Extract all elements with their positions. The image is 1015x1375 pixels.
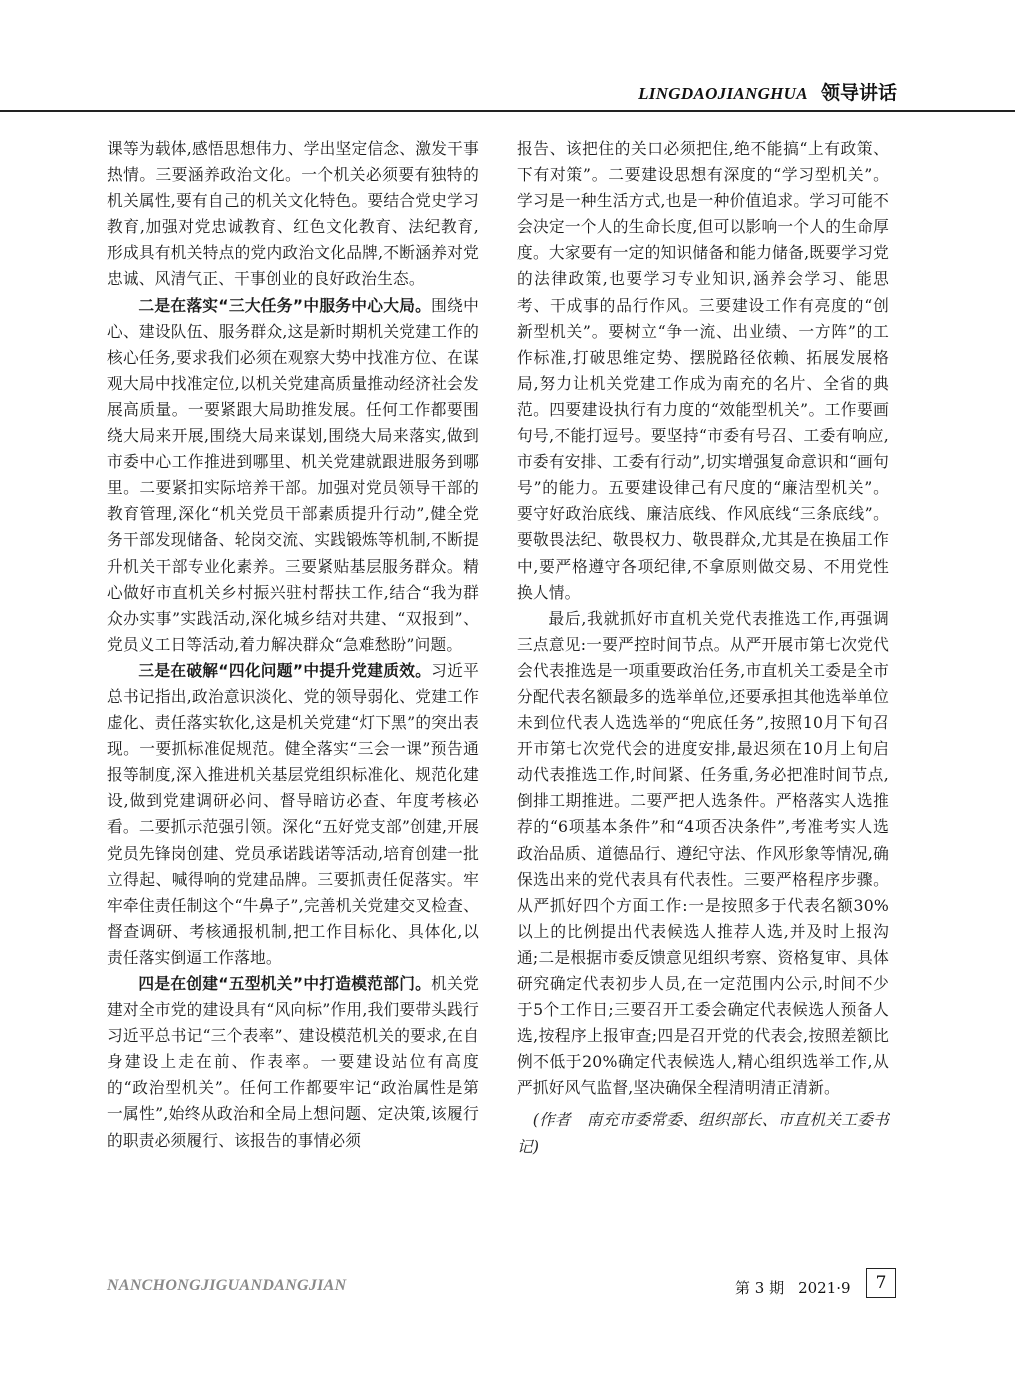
issue-date: 2021·9 — [798, 1279, 851, 1297]
header-section-title: 领导讲话 — [820, 82, 897, 104]
section-heading: 二是在落实“三大任务”中服务中心大局。 — [138, 295, 432, 315]
paragraph: 四是在创建“五型机关”中打造模范部门。机关党建对全市党的建设具有“风向标”作用,我们要带头践行习近平总书记“三个表率”、建设模范机关的要求,在自身建设上走在前、作表率。一要建设站位有高度的“政治型机关”。任何工作都要牢记“政治属性是第一属性”,始终从政治和全局上想问题、定决策,该履行的职责必须履行、该报告的事情必须 — [107, 974, 479, 1150]
author-note: (作者 南充市委常委、组织部长、市直机关工委书记) — [517, 1110, 889, 1156]
issue-number: 第 3 期 — [735, 1279, 785, 1297]
paragraph: 最后,我就抓好市直机关党代表推选工作,再强调三点意见:一要严控时间节点。从严开展市第七次党代会代表推选是一项重要政治任务,市直机关工委是全市分配代表名额最多的选举单位,还要承担其他选举单位未到位代表人选选举的“兜底任务”,按照10月下旬召开市第七次党代会的进度安排,最迟须在10月上旬启动代表推选工作,时间紧、任务重,务必把准时间节点,倒排工期推进。二要严把人选条件。严格落实人选推荐的“6项基本条件”和“4项否决条件”,考准考实人选政治品质、道德品行、遵纪守法、作风形象等情况,确保选出来的党代表具有代表性。三要严格程序步骤。从严抓好四个方面工作:一是按照多于代表名额30%以上的比例提出代表候选人推荐人选,并及时上报沟通;二是根据市委反馈意见组织考察、资格复审、具体研究确定代表初步人员,在一定范围内公示,时间不少于5个工作日;三要召开工委会确定代表候选人预备人选,按程序上报审查;四是召开党的代表会,按照差额比例不低于20%确定代表候选人,精心组织选举工作,从严抓好风气监督,坚决确保全程清明清正清新。 — [517, 608, 889, 1098]
page-number: 7 — [866, 1268, 896, 1298]
left-column — [107, 136, 479, 1154]
footer-journal-name: NANCHONGJIGUANDANGJIAN — [107, 1277, 347, 1294]
section-heading: 三是在破解“四化问题”中提升党建质效。 — [138, 660, 432, 680]
header-rule — [0, 110, 1015, 112]
paragraph: 三是在破解“四化问题”中提升党建质效。习近平总书记指出,政治意识淡化、党的领导弱化、党建工作虚化、责任落实软化,这是机关党建“灯下黑”的突出表现。一要抓标准促规范。健全落实“三会一课”预告通报等制度,深入推进机关基层党组织标准化、规范化建设,做到党建调研必问、督导暗访必查、年度考核必看。二要抓示范强引领。深化“五好党支部”创建,开展党员先锋岗创建、党员承诺践诺等活动,培育创建一批立得起、喊得响的党建品牌。三要抓责任促落实。牢牢牵住责任制这个“牛鼻子”,完善机关党建交叉检查、督查调研、考核通报机制,把工作目标化、具体化,以责任落实倒逼工作落地。 — [107, 660, 479, 967]
running-header — [500, 78, 897, 105]
paragraph: 课等为载体,感悟思想伟力、学出坚定信念、激发干事热情。三要涵养政治文化。一个机关必须要有独特的机关属性,要有自己的机关文化特色。要结合党史学习教育,加强对党忠诚教育、红色文化教育、法纪教育,形成具有机关特点的党内政治文化品牌,不断涵养对党忠诚、风清气正、干事创业的良好政治生态。 — [107, 139, 479, 289]
paragraph: 二是在落实“三大任务”中服务中心大局。围绕中心、建设队伍、服务群众,这是新时期机关党建工作的核心任务,要求我们必须在观察大势中找准方位、在谋观大局中找准定位,以机关党建高质量推动经济社会发展高质量。一要紧跟大局助推发展。任何工作都要围绕大局来开展,围绕大局来谋划,围绕大局来落实,做到市委中心工作推进到哪里、机关党建就跟进服务到哪里。二要紧扣实际培养干部。加强对党员领导干部的教育管理,深化“机关党员干部素质提升行动”,健全党务干部发现储备、轮岗交流、实践锻炼等机制,不断提升机关干部专业化素养。三要紧贴基层服务群众。精心做好市直机关乡村振兴驻村帮扶工作,结合“我为群众办实事”实践活动,深化城乡结对共建、“双报到”、党员义工日等活动,着力解决群众“急难愁盼”问题。 — [107, 295, 479, 654]
right-column — [517, 136, 889, 1160]
footer-issue — [735, 1277, 851, 1298]
paragraph: 报告、该把住的关口必须把住,绝不能搞“上有政策、下有对策”。二要建设思想有深度的“学习型机关”。学习是一种生活方式,也是一种价值追求。学习可能不会决定一个人的生命长度,但可以影响一个人的生命厚度。大家要有一定的知识储备和能力储备,既要学习党的法律政策,也要学习专业知识,涵养会学习、能思考、干成事的品行作风。三要建设工作有亮度的“创新型机关”。要树立“争一流、出业绩、一方阵”的工作标准,打破思维定势、摆脱路径依赖、拓展发展格局,努力让机关党建工作成为南充的名片、全省的典范。四要建设执行有力度的“效能型机关”。工作要画句号,不能打逗号。要坚持“市委有号召、工委有响应,市委有安排、工委有行动”,切实增强复命意识和“画句号”的能力。五要建设律己有尺度的“廉洁型机关”。要守好政治底线、廉洁底线、作风底线“三条底线”。要敬畏法纪、敬畏权力、敬畏群众,尤其是在换届工作中,要严格遵守各项纪律,不拿原则做交易、不用党性换人情。 — [517, 139, 889, 602]
section-heading: 四是在创建“五型机关”中打造模范部门。 — [138, 974, 432, 993]
header-latin-title: LINGDAOJIANGHUA — [638, 84, 808, 103]
